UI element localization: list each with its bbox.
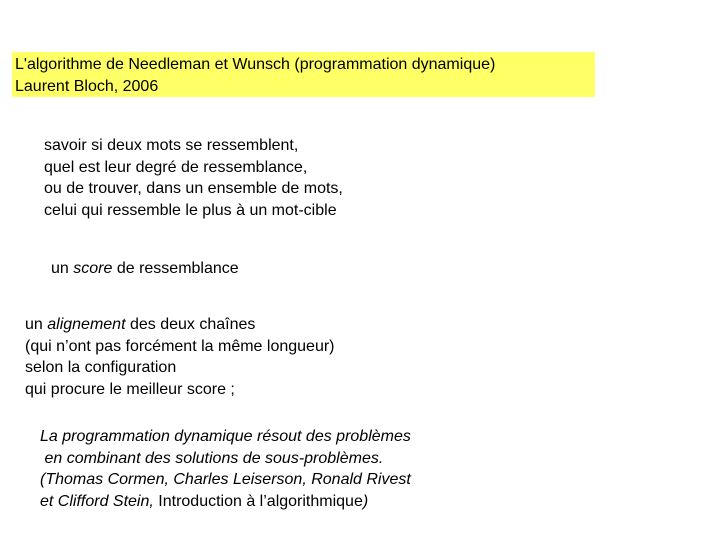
quote-line: en combinant des solutions de sous-problèmes.: [40, 449, 384, 467]
quote-line: (Thomas Cormen, Charles Leiserson, Ronald Rivest: [40, 471, 411, 488]
question-line: savoir si deux mots se ressemblent,: [44, 137, 299, 154]
score-line: un score de ressemblance: [51, 260, 239, 277]
alignment-line: qui procure le meilleur score ;: [25, 380, 235, 398]
alignment-line: un alignement des deux chaînes: [25, 316, 256, 333]
alignment-term: alignement: [47, 316, 126, 333]
question-line: celui qui ressemble le plus à un mot-cible: [44, 201, 337, 219]
quote-line: La programmation dynamique résout des problèmes: [40, 428, 411, 445]
title-banner: [12, 52, 595, 97]
quote-line: et Clifford Stein, Introduction à l’algorithmique): [40, 492, 369, 510]
score-block: [51, 258, 239, 280]
alignment-block: [25, 314, 335, 400]
book-title: Introduction à l’algorithmique: [158, 492, 363, 510]
questions-block: [44, 135, 343, 221]
author-line: Laurent Bloch, 2006: [15, 78, 159, 95]
quote-block: [40, 426, 411, 512]
question-line: ou de trouver, dans un ensemble de mots,: [44, 180, 343, 197]
score-term: score: [73, 260, 113, 277]
alignment-line: (qui n’ont pas forcément la même longueur): [25, 337, 335, 355]
page-title: L'algorithme de Needleman et Wunsch (programmation dynamique): [15, 56, 496, 73]
alignment-line: selon la configuration: [25, 359, 177, 376]
question-line: quel est leur degré de ressemblance,: [44, 158, 308, 176]
